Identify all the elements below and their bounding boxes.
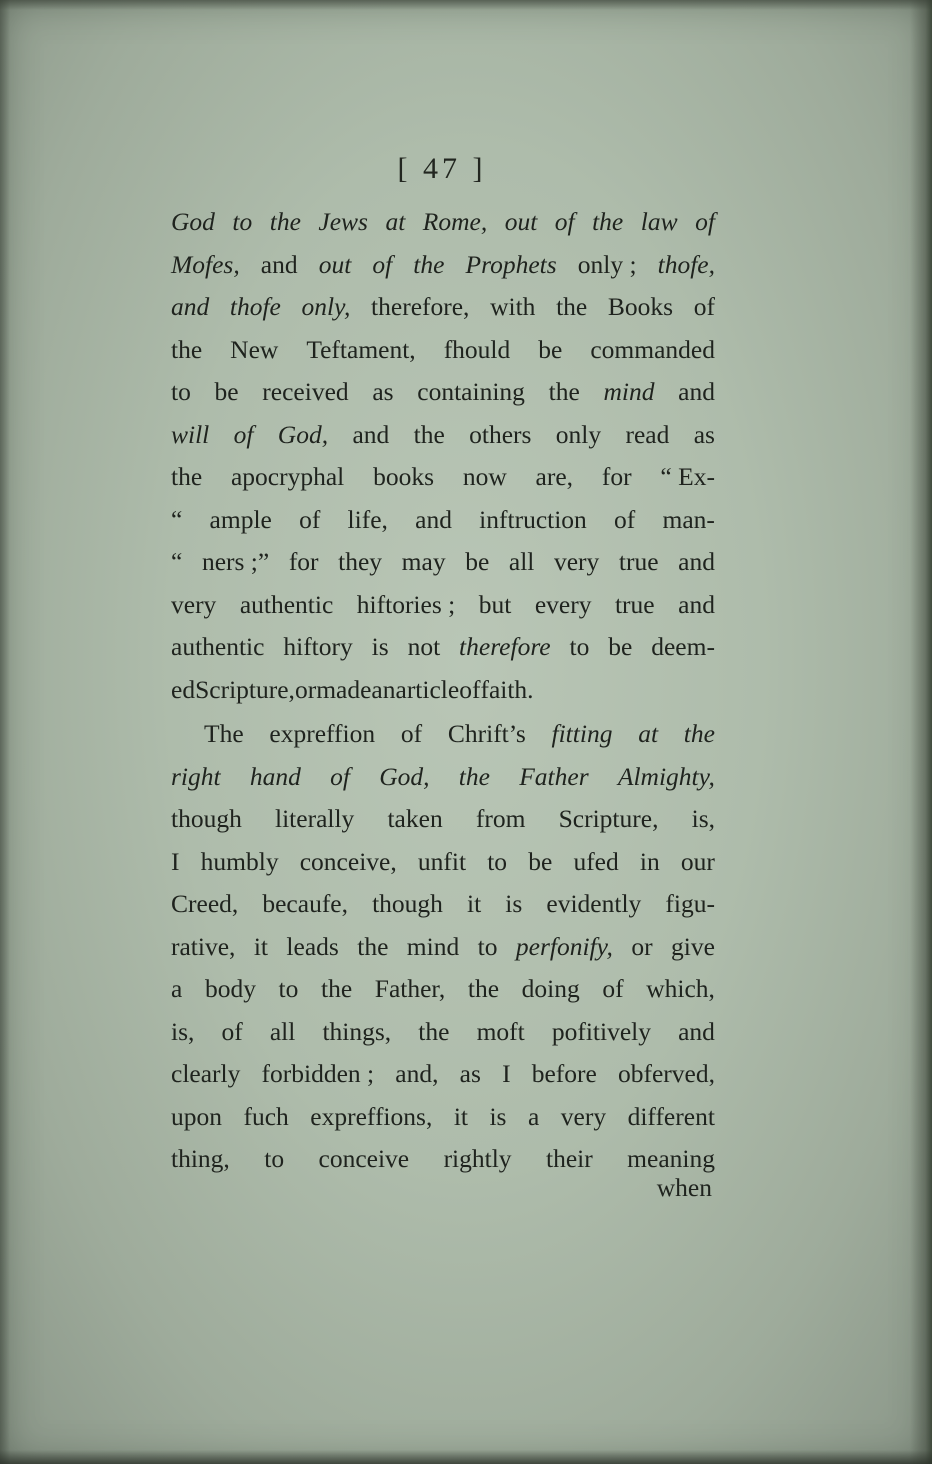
page-edge-bottom — [0, 1450, 932, 1464]
text-word: taken — [387, 804, 443, 833]
text-word: right — [171, 761, 221, 791]
text-word: is, — [171, 1016, 195, 1046]
text-word: at — [638, 719, 659, 748]
text-word: all — [508, 547, 535, 576]
text-word: authentic — [171, 632, 265, 661]
text-word: life, — [347, 504, 388, 534]
catchword: when — [656, 1173, 712, 1202]
text-word: and — [678, 547, 715, 576]
text-word: of — [330, 761, 350, 791]
text-word: and — [415, 504, 452, 534]
text-word: made — [316, 674, 372, 704]
text-word: thofe, — [657, 249, 715, 279]
text-word: and — [171, 292, 210, 321]
text-word: as — [372, 377, 394, 406]
text-word: out — [504, 207, 538, 236]
text-line — [171, 200, 715, 244]
text-word: of — [299, 504, 321, 534]
text-word: the — [171, 462, 203, 491]
text-word: obferved, — [618, 1059, 715, 1088]
text-line — [171, 583, 715, 627]
text-line — [171, 455, 715, 499]
text-word: of — [233, 419, 254, 449]
text-word: humbly — [200, 846, 279, 876]
text-word: from — [475, 804, 526, 833]
text-word: conceive, — [299, 846, 397, 876]
text-word: faith. — [480, 674, 534, 704]
text-word: to — [278, 974, 299, 1003]
text-word: ample — [209, 504, 272, 534]
text-line — [171, 840, 715, 884]
text-word: Mofes, — [171, 249, 240, 279]
text-word: different — [627, 1101, 715, 1131]
text-word: commanded — [590, 334, 715, 364]
text-line — [171, 755, 715, 799]
text-word: and — [678, 377, 715, 406]
text-line — [171, 925, 715, 969]
text-word: the — [171, 334, 203, 364]
text-word: are, — [535, 462, 574, 491]
text-word: Prophets — [465, 249, 557, 279]
text-word: be — [214, 377, 239, 406]
text-word: Books — [607, 292, 674, 321]
text-word: the — [683, 719, 715, 748]
text-word: The — [204, 719, 244, 748]
text-word: of — [400, 719, 423, 748]
text-word: clearly — [171, 1059, 241, 1088]
text-word: leads — [286, 931, 339, 961]
page-edge-top — [0, 0, 932, 10]
text-word: be — [465, 547, 490, 576]
text-word: very — [553, 547, 600, 576]
text-word: the — [458, 761, 490, 791]
text-word: containing — [417, 377, 525, 406]
text-word: the — [269, 207, 301, 236]
text-word: very — [171, 589, 217, 619]
text-word: thofe — [229, 292, 281, 321]
text-word: received — [262, 377, 349, 406]
text-line — [171, 243, 715, 287]
text-word: to — [171, 377, 191, 406]
text-word: fitting — [551, 719, 613, 748]
page-number: [ 47 ] — [397, 152, 487, 185]
text-word: an — [371, 674, 396, 704]
text-word: mind — [603, 377, 655, 406]
text-word: true — [614, 589, 655, 619]
text-word: inftruction — [479, 504, 587, 534]
text-word: be — [528, 846, 553, 876]
text-word: therefore — [459, 632, 551, 661]
text-line — [171, 370, 715, 414]
text-word: as — [693, 419, 715, 449]
text-word: authentic — [239, 589, 334, 619]
text-word: the — [321, 974, 353, 1003]
text-word: will — [171, 419, 210, 449]
text-word: it — [467, 889, 482, 918]
text-word: all — [269, 1016, 296, 1046]
page-edge-right — [910, 0, 932, 1464]
text-word: article — [395, 674, 460, 704]
text-word: be — [538, 334, 563, 364]
text-word: others — [469, 419, 532, 449]
text-word: expreffion — [269, 719, 376, 748]
text-word: perfonify, — [515, 931, 613, 961]
text-word: Father, — [374, 974, 446, 1003]
text-line — [171, 413, 715, 457]
text-word: Chrift’s — [447, 719, 526, 748]
text-word: rative, — [171, 931, 236, 961]
text-word: unfit — [417, 846, 467, 876]
text-word: for — [288, 547, 319, 576]
text-word: “ Ex- — [660, 462, 715, 491]
text-word: New — [230, 334, 279, 364]
text-word: not — [407, 632, 441, 661]
text-word: hand — [249, 761, 301, 791]
text-word: ners ;” — [201, 547, 270, 576]
text-word: Father — [519, 761, 589, 791]
text-word: and — [678, 589, 715, 619]
text-word: doing — [521, 974, 580, 1003]
text-word: and, — [395, 1059, 439, 1088]
text-word: man- — [662, 504, 715, 534]
text-word: apocryphal — [230, 462, 345, 491]
text-word: forbidden ; — [261, 1059, 375, 1088]
text-word: it — [253, 931, 269, 961]
text-word: Jews — [318, 207, 368, 236]
text-word: thing, — [171, 1144, 230, 1173]
text-word: which, — [646, 974, 715, 1003]
text-word: at — [385, 207, 406, 236]
text-word: hiftory — [283, 632, 353, 661]
text-word: it — [453, 1101, 468, 1131]
text-word: of — [221, 1016, 243, 1046]
text-word: to — [264, 1144, 285, 1173]
text-word: very — [560, 1101, 607, 1131]
text-word: fhould — [443, 334, 511, 364]
text-word: upon — [171, 1101, 222, 1131]
text-word: read — [625, 419, 670, 449]
text-word: hiftories ; — [356, 589, 456, 619]
text-word: of — [372, 249, 393, 279]
text-word: give — [670, 931, 715, 961]
text-word: the — [548, 377, 580, 406]
text-word: is — [489, 1101, 507, 1131]
text-word: is, — [691, 804, 715, 833]
text-line — [171, 540, 715, 584]
text-line — [171, 625, 715, 669]
text-word: God, — [277, 419, 329, 449]
text-word: Scripture, — [195, 674, 295, 704]
text-word: or — [294, 674, 317, 704]
text-word: to — [477, 931, 498, 961]
text-word: a — [527, 1101, 540, 1131]
text-word: the — [413, 419, 445, 449]
text-word: in — [639, 846, 660, 876]
text-word: Teftament, — [306, 334, 416, 364]
text-word: God, — [379, 761, 430, 791]
text-word: and — [352, 419, 390, 449]
text-line — [171, 967, 715, 1011]
text-word: law — [640, 207, 678, 236]
text-word: only — [555, 419, 602, 449]
text-word: only, — [301, 292, 351, 321]
text-word: the — [357, 931, 389, 961]
text-word: the — [556, 292, 588, 321]
text-word: pofitively — [551, 1016, 651, 1046]
text-word: our — [680, 846, 715, 876]
text-word: conceive — [318, 1144, 410, 1173]
text-word: of — [554, 207, 575, 236]
text-line — [171, 797, 715, 841]
text-word: the — [467, 974, 500, 1003]
text-word: true — [618, 547, 659, 576]
text-word: be — [608, 632, 633, 661]
text-line — [204, 712, 715, 756]
text-line — [171, 285, 715, 329]
text-word: with — [490, 292, 536, 321]
text-word: moft — [476, 1016, 525, 1046]
text-line — [171, 668, 715, 712]
text-word: of — [602, 974, 624, 1003]
text-word: is — [505, 889, 523, 918]
text-word: to — [569, 632, 590, 661]
text-word: ufed — [573, 846, 619, 876]
text-word: Almighty, — [617, 761, 715, 791]
text-line — [171, 882, 715, 926]
text-word: Scripture, — [558, 804, 659, 833]
text-word: of — [693, 292, 715, 321]
text-word: “ — [171, 547, 183, 576]
text-word: of — [459, 674, 481, 704]
text-word: things, — [322, 1016, 392, 1046]
text-word: out — [318, 249, 352, 279]
text-word: they — [338, 547, 383, 576]
text-word: deem- — [651, 632, 715, 661]
text-word: before — [531, 1059, 597, 1088]
text-word: to — [487, 846, 508, 876]
text-word: and — [678, 1016, 715, 1046]
text-word: Rome, — [422, 207, 488, 236]
text-word: Creed, — [171, 889, 239, 918]
text-word: of — [695, 207, 715, 236]
text-word: mind — [406, 931, 460, 961]
text-line — [171, 328, 715, 372]
text-word: though — [171, 804, 242, 833]
text-line — [171, 1010, 715, 1054]
text-word: as — [459, 1059, 481, 1088]
text-word: therefore, — [371, 292, 470, 321]
text-word: fuch — [243, 1101, 289, 1131]
text-line — [171, 498, 715, 542]
text-word: I — [171, 846, 180, 876]
text-word: becaufe, — [262, 889, 348, 918]
text-word: and — [260, 249, 298, 279]
text-word: figu- — [665, 889, 715, 918]
text-word: though — [372, 889, 443, 918]
text-line — [171, 1052, 715, 1096]
text-word: now — [462, 462, 507, 491]
text-word: books — [373, 462, 434, 491]
text-word: to — [232, 207, 253, 236]
text-line — [171, 1095, 715, 1139]
text-word: I — [502, 1059, 511, 1088]
text-word: for — [601, 462, 632, 491]
text-word: God — [171, 207, 215, 236]
text-word: meaning — [627, 1144, 715, 1173]
text-word: only ; — [577, 249, 637, 279]
text-word: rightly — [443, 1144, 512, 1173]
text-word: body — [204, 974, 256, 1003]
text-word: the — [418, 1016, 450, 1046]
text-word: is — [371, 632, 389, 661]
text-word: may — [401, 547, 446, 576]
page-edge-left — [0, 0, 10, 1464]
text-word: ed — [171, 674, 196, 704]
text-word: a — [171, 974, 183, 1003]
text-word: or — [631, 931, 653, 961]
text-word: of — [614, 504, 636, 534]
text-word: literally — [275, 804, 355, 833]
text-word: but — [478, 589, 512, 619]
text-word: evidently — [546, 889, 642, 918]
text-word: the — [592, 207, 624, 236]
text-word: their — [546, 1144, 593, 1173]
text-word: the — [413, 249, 445, 279]
text-word: every — [534, 589, 592, 619]
text-word: “ — [171, 504, 183, 534]
text-word: expreffions, — [310, 1101, 433, 1131]
